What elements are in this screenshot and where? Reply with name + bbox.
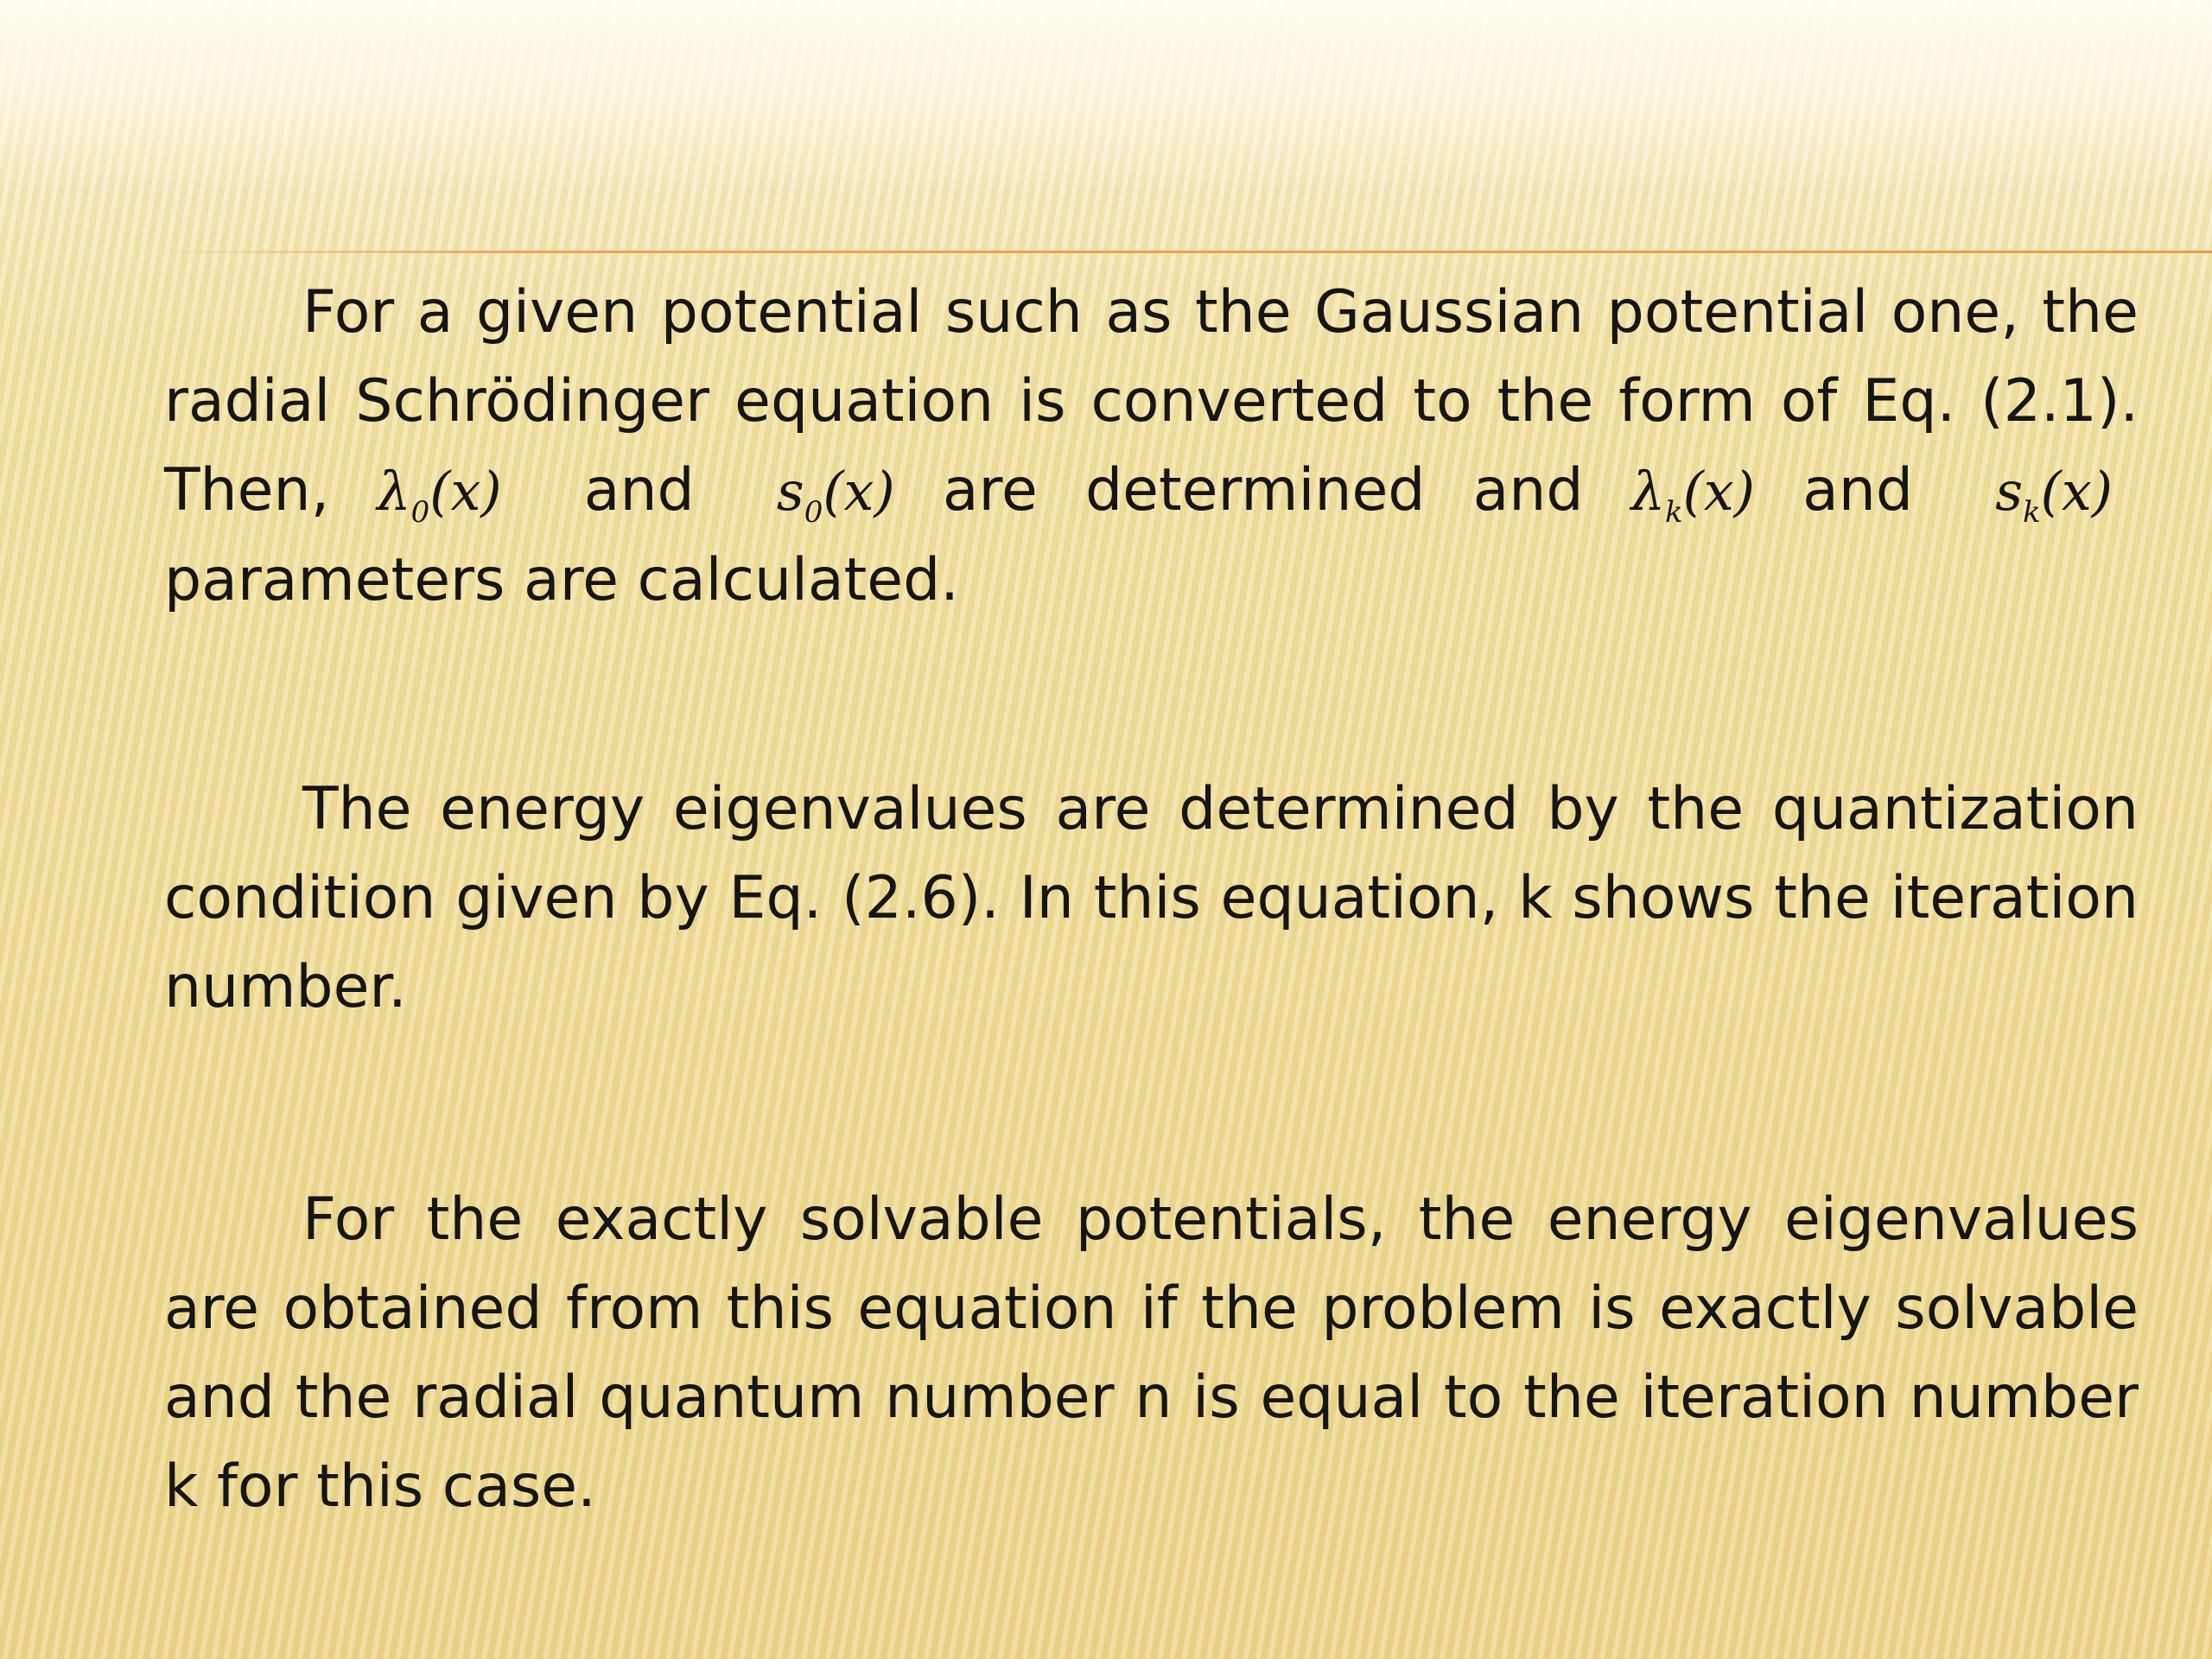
paragraph-1-text-d: and xyxy=(1802,456,1914,524)
math-s-0: $s_0(x)$ xyxy=(776,460,895,530)
paragraph-3 xyxy=(164,1175,2139,1531)
paragraph-1-text-e: parameters are calculated. xyxy=(164,546,959,614)
paragraph-1-text-c: are determined and xyxy=(942,456,1584,524)
paragraph-1-text-a: For a given potential such as the Gaussian potential one, the radial Schrödinger equation is converted to the form of Eq. (2.1). Then, xyxy=(164,278,2139,524)
math-s-k: $s_k(x)$ xyxy=(1995,460,2113,530)
paragraph-1-text-b: and xyxy=(583,456,695,524)
paragraph-2 xyxy=(164,765,2139,1032)
paragraph-2-text: The energy eigenvalues are determined by the quantization condition given by Eq. (2.6). In this equation, k shows the iteration number. xyxy=(164,775,2139,1021)
math-lambda-0: $\lambda_0(x)$ xyxy=(377,460,502,530)
math-lambda-k: $\lambda_k(x)$ xyxy=(1630,460,1755,530)
title-divider-line xyxy=(156,251,2212,253)
paragraph-1 xyxy=(164,268,2139,625)
paragraph-3-text: For the exactly solvable potentials, the energy eigenvalues are obtained from this equation if the problem is exactly solvable and the radial quantum number n is equal to the iteration number k for this case. xyxy=(164,1185,2139,1521)
